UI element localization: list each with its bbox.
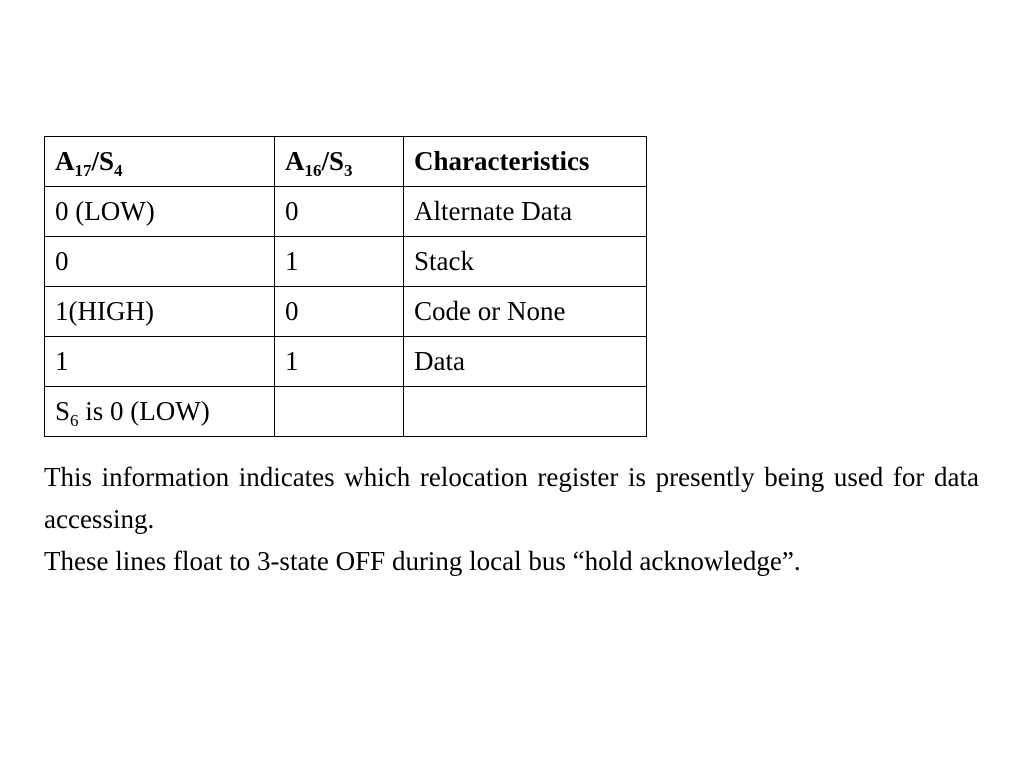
table-cell: 0 (LOW): [45, 187, 275, 237]
s6-base: S: [55, 396, 71, 426]
header-s3-subscript: 3: [344, 161, 353, 180]
notes-text: [44, 456, 979, 582]
header-a17-separator: /S: [91, 146, 115, 176]
table-cell: 0: [275, 287, 404, 337]
note-paragraph: These lines float to 3-state OFF during local bus “hold acknowledge”.: [44, 546, 801, 576]
table-row: [45, 187, 647, 237]
table-row: [45, 237, 647, 287]
header-a17-subscript: 17: [74, 161, 92, 180]
table-cell: 1: [275, 337, 404, 387]
table-cell: Data: [404, 337, 647, 387]
header-a16-subscript: 16: [304, 161, 322, 180]
header-characteristics: Characteristics: [404, 137, 647, 187]
table-cell: Code or None: [404, 287, 647, 337]
table-cell-s6: [45, 387, 275, 437]
table-cell: 1(HIGH): [45, 287, 275, 337]
table-cell: 0: [45, 237, 275, 287]
table-row-s6: [45, 387, 647, 437]
header-a16-separator: /S: [321, 146, 345, 176]
table-header-row: [45, 137, 647, 187]
table-cell: 1: [275, 237, 404, 287]
s6-subscript: 6: [70, 411, 79, 430]
header-a16-base: A: [285, 146, 305, 176]
s6-text: is 0 (LOW): [78, 396, 210, 426]
table-cell: 0: [275, 187, 404, 237]
table-cell-empty: [404, 387, 647, 437]
status-signal-table: [44, 136, 647, 437]
header-a17-base: A: [55, 146, 75, 176]
header-s4-subscript: 4: [114, 161, 123, 180]
table-cell-empty: [275, 387, 404, 437]
table-row: [45, 337, 647, 387]
table-cell: 1: [45, 337, 275, 387]
header-a16-s3: [275, 137, 404, 187]
table-cell: Alternate Data: [404, 187, 647, 237]
table-row: [45, 287, 647, 337]
note-paragraph: This information indicates which relocation register is presently being used for data accessing.: [44, 462, 979, 534]
header-a17-s4: [45, 137, 275, 187]
table-cell: Stack: [404, 237, 647, 287]
